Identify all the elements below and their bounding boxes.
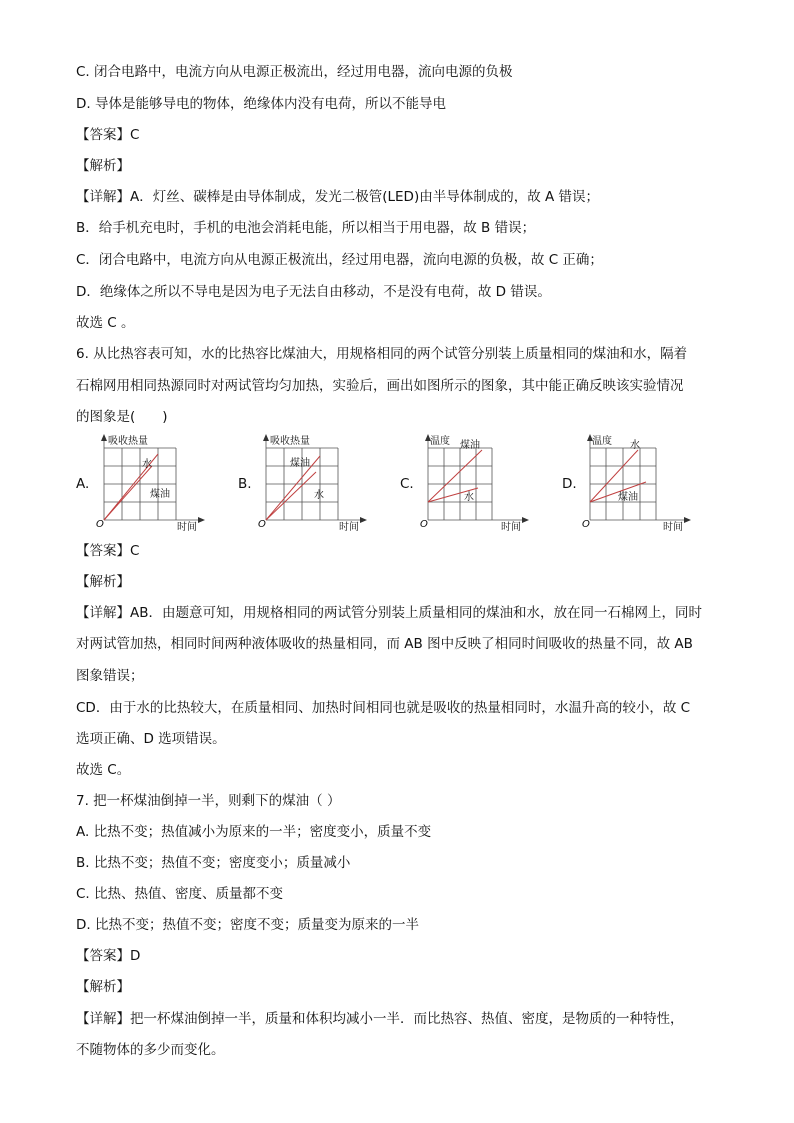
q7-detail-line2: 不随物体的多少而变化。 — [76, 1042, 225, 1058]
graph-origin: O — [96, 519, 104, 530]
graph-option-label: D. — [562, 476, 577, 492]
graph-x-label: 时间 — [177, 522, 197, 533]
graph-y-label: 吸收热量 — [270, 436, 310, 447]
graph-origin: O — [258, 519, 266, 530]
q6-detail-line4: CD．由于水的比热较大，在质量相同、加热时间相同也就是吸收的热量相同时，水温升高的较小，故 C — [76, 700, 691, 716]
q6-stem-line2: 石棉网用相同热源同时对两试管均匀加热，实验后，画出如图所示的图象，其中能正确反映该实验情况 — [76, 378, 684, 394]
q6-detail-line2: 对两试管加热，相同时间两种液体吸收的热量相同，而 AB 图中反映了相同时间吸收的热量不同，故 AB — [76, 636, 693, 652]
graph-x-label: 时间 — [339, 522, 359, 533]
q6-detail-line1: 【详解】AB．由题意可知，用规格相同的两试管分别装上质量相同的煤油和水，放在同一石棉网上，同时 — [76, 605, 702, 621]
q5-analysis-heading: 【解析】 — [76, 158, 130, 174]
q6-stem-line3: 的图象是( ) — [76, 409, 168, 425]
q7-stem: 7. 把一杯煤油倒掉一半，则剩下的煤油（ ） — [76, 793, 341, 809]
graph-origin: O — [582, 519, 590, 530]
graph-y-label: 吸收热量 — [108, 436, 148, 447]
graph-option-label: A. — [76, 476, 90, 492]
q6-stem-line1: 6. 从比热容表可知，水的比热容比煤油大，用规格相同的两个试管分别装上质量相同的煤油和水，隔着 — [76, 346, 688, 362]
q6-detail-line3: 图象错误； — [76, 668, 144, 684]
q5-detail-d: D．绝缘体之所以不导电是因为电子无法自由移动，不是没有电荷，故 D 错误。 — [76, 284, 551, 300]
q6-conclusion: 故选 C。 — [76, 762, 131, 778]
q5-conclusion: 故选 C 。 — [76, 315, 135, 331]
graph-option-label: C. — [400, 476, 414, 492]
graph-origin: O — [420, 519, 428, 530]
graph-y-label: 温度 — [430, 436, 450, 447]
q7-option-d: D. 比热不变；热值不变；密度不变；质量变为原来的一半 — [76, 917, 419, 933]
q7-option-a: A. 比热不变；热值减小为原来的一半；密度变小，质量不变 — [76, 824, 432, 840]
graph-x-label: 时间 — [663, 522, 683, 533]
q5-answer: 【答案】C — [76, 127, 140, 143]
q6-analysis-heading: 【解析】 — [76, 574, 130, 590]
graph-upper-line-label: 煤油 — [460, 440, 480, 451]
q5-detail-b: B．给手机充电时，手机的电池会消耗电能，所以相当于用电器，故 B 错误； — [76, 220, 536, 236]
q7-option-b: B. 比热不变；热值不变；密度变小；质量减小 — [76, 855, 351, 871]
graph-lower-line-label: 煤油 — [150, 489, 170, 500]
graph-y-label: 温度 — [592, 436, 612, 447]
q7-answer: 【答案】D — [76, 948, 141, 964]
graph-upper-line-label: 水 — [142, 459, 152, 470]
q7-analysis-heading: 【解析】 — [76, 979, 130, 995]
q7-detail-line1: 【详解】把一杯煤油倒掉一半，质量和体积均减小一半．而比热容、热值、密度，是物质的一种特性， — [76, 1011, 684, 1027]
q5-detail-c: C．闭合电路中，电流方向从电源正极流出，经过用电器，流向电源的负极，故 C 正确； — [76, 252, 603, 268]
q6-detail-line5: 选项正确、D 选项错误。 — [76, 731, 226, 747]
q6-graph-a — [76, 430, 206, 534]
graph-option-label: B. — [238, 476, 252, 492]
q7-option-c: C. 比热、热值、密度、质量都不变 — [76, 886, 284, 902]
q6-answer: 【答案】C — [76, 543, 140, 559]
graph-lower-line-label: 水 — [464, 492, 474, 503]
graph-lower-line-label: 煤油 — [618, 492, 638, 503]
q5-option-c: C. 闭合电路中，电流方向从电源正极流出，经过用电器，流向电源的负极 — [76, 64, 513, 80]
q6-graph-c — [400, 430, 530, 534]
graph-upper-line-label: 水 — [630, 440, 640, 451]
q5-detail-a: 【详解】A．灯丝、碳棒是由导体制成，发光二极管(LED)由半导体制成的，故 A 错误； — [76, 189, 600, 205]
graph-upper-line-label: 煤油 — [290, 458, 310, 469]
graph-x-label: 时间 — [501, 522, 521, 533]
q6-graph-b — [238, 430, 368, 534]
q6-graph-d — [562, 430, 692, 534]
q5-option-d: D. 导体是能够导电的物体，绝缘体内没有电荷，所以不能导电 — [76, 96, 446, 112]
graph-lower-line-label: 水 — [314, 490, 324, 501]
